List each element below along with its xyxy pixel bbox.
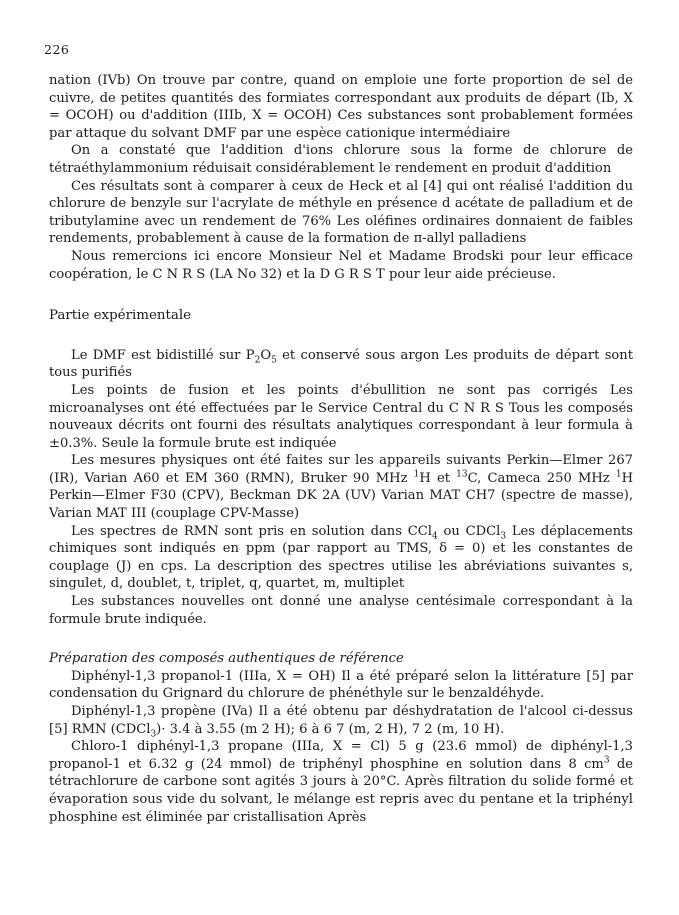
paragraph-propanol: Diphényl-1,3 propanol-1 (IIIa, X = OH) Il a été préparé selon la littérature [5] par condensation du Grignard du chlorure de phénéthyle sur le benzaldéhyde.: [49, 668, 633, 702]
paragraph-acknowledgements: Nous remercions ici encore Monsieur Nel et Madame Brodski pour leur efficace coopération, le C N R S (LA No 32) et la D G R S T pour leur aide précieuse.: [49, 248, 633, 282]
paragraph-nmr: Les spectres de RMN sont pris en solution dans CCl$_4$ ou CDCl$_3$ Les déplacements chimiques sont indiqués en ppm (par rapport au TMS, δ = 0) et les constantes de couplage (J) en cps. La description des spectres utilise les abréviations suivantes s, singulet, d, doublet, t, triplet, q, quartet, m, multiplet: [49, 523, 633, 592]
paragraph-propene: Diphényl-1,3 propène (IVa) Il a été obtenu par déshydratation de l'alcool ci-dessus [5] RMN (CDCl$_3$)· 3.4 à 3.55 (m 2 H); 6 à 6 7 (m, 2 H), 7 2 (m, 10 H).: [49, 704, 633, 740]
paragraph-chloro-propane: Chloro-1 diphényl-1,3 propane (IIIa, X = Cl) 5 g (23.6 mmol) de diphényl-1,3 propanol-1 et 6.32 g (24 mmol) de triphényl phosphine en solution dans 8 $cm^3$ de tétrachlorure de carbone sont agités 3 jours à 20°C. Après filtration du solide formé et évaporation sous vide du solvant, le mélange est repris avec du pentane et la triphényl phosphine est éliminée par cristallisation Après: [49, 739, 633, 825]
paragraph-analysis: Les substances nouvelles ont donné une analyse centésimale correspondant à la formule brute indiquée.: [49, 594, 633, 627]
paragraph-chloride-addition: On a constaté que l'addition d'ions chlorure sous la forme de chlorure de tétraéthylammonium réduisait considérablement le rendement en produit d'addition: [49, 143, 633, 176]
paragraph-instruments: Les mesures physiques ont été faites sur les appareils suivants Perkin—Elmer 267 (IR), Varian A60 et EM 360 (RMN), Bruker 90 MHz $^1$H et $^{13}$C, Cameca 250 MHz $^1$H Perkin—Elmer F30 (CPV), Beckman DK 2A (UV) Varian MAT CH7 (spectre de masse), Varian MAT III (couplage CPV-Masse): [49, 453, 633, 522]
paragraph-dmf: Le DMF est bidistillé sur $P_2O_5$ et conservé sous argon Les produits de départ sont tous purifiés: [49, 347, 633, 381]
page-number: 226: [44, 42, 70, 57]
paragraph-melting-points: Les points de fusion et les points d'ébullition ne sont pas corrigés Les microanalyses ont été effectuées par le Service Central du C N R S Tous les composés nouveaux décrits ont fourni des résultats analytiques correspondant à leur formula à ±0.3%. Seule la formule brute est indiquée: [49, 382, 633, 451]
paragraph-heck-comparison: Ces résultats sont à comparer à ceux de Heck et al [4] qui ont réalisé l'addition du chlorure de benzyle sur l'acrylate de méthyle en présence d acétate de palladium et de tributylamine avec un rendement de 76% Les oléfines ordinaires donnaient de faibles rendements, probablement à cause de la formation de π-allyl palladiens: [49, 178, 633, 247]
section-title: Partie expérimentale: [49, 308, 192, 324]
text-column: [49, 72, 633, 826]
paragraph-continuation: nation (IVb) On trouve par contre, quand on emploie une forte proportion de sel de cuivre, de petites quantités des formiates correspondant aux produits de départ (Ib, X = OCOH) ou d'addition (IIIb, X = OCOH) Ces substances sont probablement formées par attaque du solvant DMF par une espèce cationique intermédiaire: [49, 73, 633, 141]
subsection-title: Préparation des composés authentiques de référence: [49, 651, 404, 667]
